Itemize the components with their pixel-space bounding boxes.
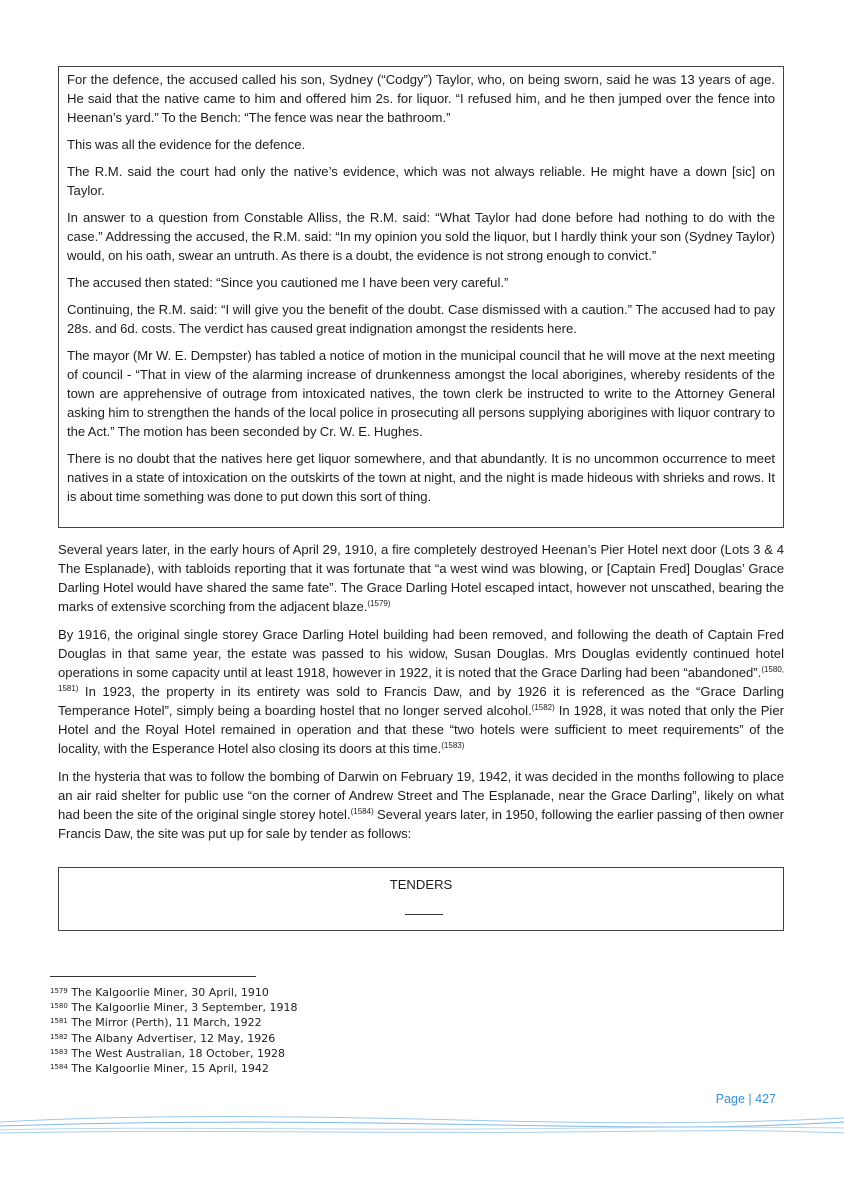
page-label: Page — [715, 1092, 745, 1106]
footnote — [50, 1061, 298, 1076]
body-paragraph-fire — [58, 540, 784, 616]
quote-paragraph: Continuing, the R.M. said: “I will give you the benefit of the doubt. Case dismissed with a caution.” The accused had to pay 28s. and 6d. costs. The verdict has caused great indignation amongst the residents here. — [67, 302, 775, 336]
footnote-number: 1581 — [50, 1017, 68, 1026]
paragraph-text: In 1923, the property in its entirety was sold to Francis Daw, and by 1926 it is referenced as the “Grace Darling Temperance Hotel”, simply being a boarding hostel that no longer served alcohol. — [58, 684, 784, 718]
footnote — [50, 1015, 298, 1030]
footnote-number: 1583 — [50, 1047, 68, 1056]
quote-paragraph: In answer to a question from Constable Alliss, the R.M. said: “What Taylor had done before had nothing to do with the case.” Addressing the accused, the R.M. said: “In my opinion you sold the liquor, but I hardly think your son (Sydney Taylor) would, on his oath, swear an untruth. As there is a doubt, the evidence is not strong enough to convict.” — [67, 210, 775, 263]
footnote-number: 1584 — [50, 1063, 68, 1072]
decorative-wave-lines — [0, 1110, 844, 1140]
page-number — [716, 1092, 776, 1106]
citation-ref: (1579) — [367, 599, 391, 608]
footnote-number: 1580 — [50, 1002, 68, 1011]
footnote — [50, 1031, 298, 1046]
tenders-underline — [405, 914, 443, 915]
paragraph-text: By 1916, the original single storey Grace Darling Hotel building had been removed, and following the death of Captain Fred Douglas in that same year, the estate was passed to his widow, Susan Douglas. Mrs Douglas evidently continued hotel operations in some capacity until at least 1918, however in 1922, it is noted that the Grace Darling had been “abandoned”. — [58, 627, 784, 680]
footnote-text: The Albany Advertiser, 12 May, 1926 — [71, 1031, 276, 1045]
footnote-text: The Kalgoorlie Miner, 30 April, 1910 — [71, 986, 269, 999]
citation-ref: (1582) — [531, 703, 555, 712]
quote-paragraph: For the defence, the accused called his son, Sydney (“Codgy”) Taylor, who, on being sworn, said he was 13 years of age. He said that the native came to him and offered him 2s. for liquor. “I refused him, and he then jumped over the fence into Heenan’s yard.” To the Bench: “The fence was near the bathroom.” — [67, 72, 775, 125]
paragraph-text: Several years later, in the early hours of April 29, 1910, a fire completely destroyed Heenan’s Pier Hotel next door (Lots 3 & 4 The Esplanade), with tabloids reporting that it was fortunate that “a west wind was blowing, or [Captain Fred] Douglas’ Grace Darling Hotel would have shared the same fate”. The Grace Darling Hotel escaped intact, however not unscathed, bearing the marks of extensive scorching from the adjacent blaze. — [58, 542, 784, 614]
citation-ref: (1583) — [441, 741, 465, 750]
paragraph-text: Several years later, in 1950, following the earlier passing of then owner Francis Daw, the site was put up for sale by tender as follows: — [58, 807, 784, 841]
footnote-text: The West Australian, 18 October, 1928 — [71, 1046, 285, 1060]
page-number-value: 427 — [755, 1092, 776, 1106]
tenders-title: TENDERS — [389, 877, 453, 892]
quote-paragraph: There is no doubt that the natives here get liquor somewhere, and that abundantly. It is no uncommon occurrence to meet natives in a state of intoxication on the outskirts of the town at night, and the night is made hideous with shrieks and rows. It is about time something was done to put down this sort of thing. — [67, 451, 775, 504]
footnote-text: The Kalgoorlie Miner, 15 April, 1942 — [71, 1062, 269, 1076]
paragraph-text: In the hysteria that was to follow the bombing of Darwin on February 19, 1942, it was decided in the months following to place an air raid shelter for public use “on the corner of Andrew Street and The Esplanade, near the Grace Darling”, likely on what had been the site of the original single storey hotel. — [58, 769, 784, 822]
footnote-text: The Mirror (Perth), 11 March, 1922 — [71, 1016, 262, 1030]
quote-paragraph: The R.M. said the court had only the native’s evidence, which was not always reliable. He might have a down [sic] on Taylor. — [67, 164, 775, 198]
body-paragraph-1942 — [58, 767, 784, 843]
quoted-article-box — [58, 66, 784, 528]
quote-paragraph: The mayor (Mr W. E. Dempster) has tabled a notice of motion in the municipal council that he will move at the next meeting of council - “That in view of the alarming increase of drunkenness amongst the local aborigines, whereby residents of the town are apprehensive of outrage from intoxicated natives, the town clerk be instructed to write to the Attorney General asking him to strengthen the hands of the local police in prosecuting all persons supplying aborigines with liquor contrary to the Act.” The motion has been seconded by Cr. W. E. Hughes. — [67, 348, 775, 439]
paragraph-text: In 1928, it was noted that only the Pier Hotel and the Royal Hotel remained in operation and that these “two hotels were sufficient to meet requirements” of the locality, with the Esperance Hotel also closing its doors at this time. — [58, 703, 784, 756]
footnote — [50, 985, 298, 1000]
footnote — [50, 1000, 298, 1015]
page-separator: | — [744, 1092, 756, 1106]
tenders-box — [58, 867, 784, 931]
quote-paragraph: This was all the evidence for the defence. — [67, 137, 306, 152]
footnotes — [50, 985, 298, 1076]
citation-ref: (1580, 1581) — [58, 665, 784, 693]
footnote-divider — [50, 976, 256, 977]
footnote — [50, 1046, 298, 1061]
footnote-text: The Kalgoorlie Miner, 3 September, 1918 — [71, 1001, 298, 1015]
quote-paragraph: The accused then stated: “Since you cautioned me I have been very careful.” — [67, 275, 509, 290]
body-paragraph-1916 — [58, 625, 784, 758]
body-text — [58, 540, 784, 852]
citation-ref: (1584) — [350, 807, 374, 816]
footnote-number: 1582 — [50, 1032, 68, 1041]
footnote-number: 1579 — [50, 987, 68, 995]
